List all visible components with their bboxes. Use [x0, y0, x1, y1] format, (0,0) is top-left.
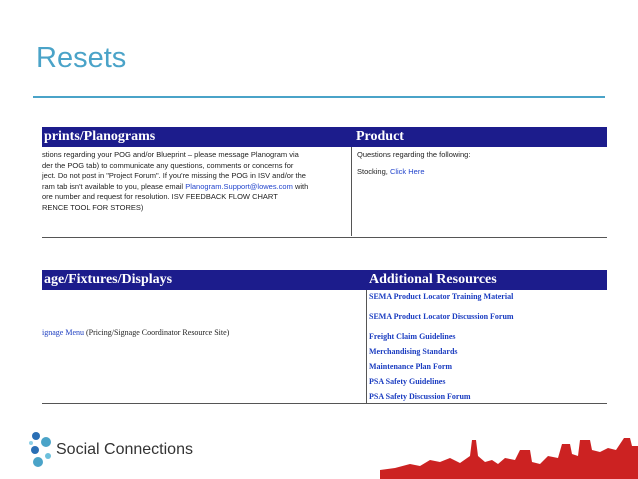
title-divider: [33, 96, 605, 98]
table-header-row: [42, 270, 607, 290]
text-segment: (Pricing/Signage Coordinator Resource Site): [84, 328, 230, 337]
resource-link[interactable]: SEMA Product Locator Discussion Forum: [369, 312, 514, 321]
text-segment: with: [292, 181, 309, 191]
additional-resources-header: Additional Resources: [369, 272, 497, 287]
column-divider: [351, 147, 352, 236]
product-header: Product: [356, 129, 404, 144]
slide-title: Resets: [36, 42, 127, 74]
table-body: [42, 147, 607, 238]
resource-link[interactable]: Merchandising Standards: [369, 347, 458, 356]
text-segment: Stocking,: [357, 166, 390, 176]
text-line: [42, 182, 347, 193]
resource-link[interactable]: Maintenance Plan Form: [369, 362, 453, 371]
text-line: RENCE TOOL FOR STORES): [42, 202, 144, 212]
resource-link[interactable]: PSA Safety Discussion Forum: [369, 392, 471, 401]
resources-table: [42, 270, 607, 405]
resource-link[interactable]: Freight Claim Guidelines: [369, 332, 456, 341]
resource-link[interactable]: PSA Safety Guidelines: [369, 377, 446, 386]
text-line: [357, 167, 602, 178]
text-line: ore number and request for resolution. ISV FEEDBACK FLOW CHART: [42, 192, 278, 201]
signage-header: age/Fixtures/Displays: [44, 272, 173, 287]
click-here-link[interactable]: Click Here: [389, 166, 425, 176]
table-body: [42, 290, 607, 404]
text-line: ject. Do not post in "Project Forum". If you're missing the POG in ISV and/or the: [42, 171, 306, 180]
resource-link[interactable]: SEMA Product Locator Training Material: [369, 292, 514, 301]
planograms-table: [42, 127, 607, 237]
signage-menu-link[interactable]: ignage Menu: [42, 328, 84, 337]
text-line: Questions regarding the following:: [357, 150, 471, 159]
planograms-header: prints/Planograms: [44, 129, 156, 144]
social-connections-logo-icon: [28, 430, 58, 470]
city-skyline-graphic: [380, 420, 638, 479]
column-divider: [366, 290, 367, 403]
planograms-text: [42, 150, 347, 213]
product-text: [357, 150, 602, 177]
email-link[interactable]: Planogram.Support@lowes.com: [185, 181, 293, 191]
brand-name: Social Connections: [56, 441, 193, 458]
text-segment: ram tab isn't available to you, please email: [42, 181, 184, 191]
text-line: der the POG tab) to communicate any questions, comments or concerns for: [42, 160, 294, 170]
text-line: stions regarding your POG and/or Blueprint – please message Planogram via: [42, 150, 299, 159]
table-header-row: [42, 127, 607, 147]
signage-text: [42, 328, 229, 337]
